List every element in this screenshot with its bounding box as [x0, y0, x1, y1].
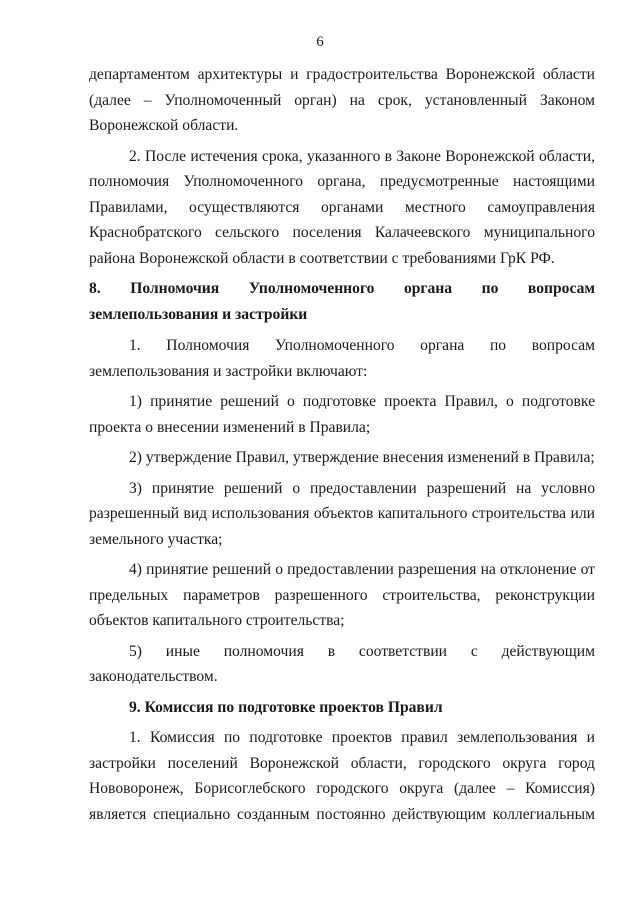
paragraph-8-1: 1. Полномочия Уполномоченного органа по вопросам землепользования и застройки включают: — [89, 337, 595, 380]
document-body — [89, 62, 595, 827]
paragraph-continuation: департаментом архитектуры и градостроительства Воронежской области (далее – Уполномоченный орган) на срок, установленный Законом Воронежской области. — [89, 66, 595, 134]
paragraph-9-1: 1. Комиссия по подготовке проектов правил землепользования и застройки поселений Воронежской области, городского округа город Нововоронеж, Борисоглебского городского округа (далее – Комиссия) является специально созданным постоянно действующим коллегиальным — [89, 729, 595, 823]
list-item-5: 5) иные полномочия в соответствии с действующим законодательством. — [89, 642, 595, 685]
list-item-4: 4) принятие решений о предоставлении разрешения на отклонение от предельных параметров разрешенного строительства, реконструкции объектов капитального строительства; — [89, 561, 595, 629]
page-number: 6 — [316, 34, 324, 50]
list-item-1: 1) принятие решений о подготовке проекта Правил, о подготовке проекта о внесении изменений в Правила; — [89, 393, 595, 436]
list-item-2: 2) утверждение Правил, утверждение внесения изменений в Правила; — [129, 449, 595, 466]
section-heading-9: 9. Комиссия по подготовке проектов Правил — [129, 698, 443, 716]
list-item-3: 3) принятие решений о предоставлении разрешений на условно разрешенный вид использования объектов капитального строительства или земельного участка; — [89, 479, 595, 548]
paragraph-2: 2. После истечения срока, указанного в Законе Воронежской области, полномочия Уполномоченного органа, предусмотренные настоящими Правилами, осуществляются органами местного самоуправления Краснобратского сельского поселения Калачеевского муниципального района Воронежской области в соответствии с требованиями ГрК РФ. — [89, 147, 595, 267]
section-heading-8: 8. Полномочия Уполномоченного органа по вопросам землепользования и застройки — [89, 280, 595, 323]
